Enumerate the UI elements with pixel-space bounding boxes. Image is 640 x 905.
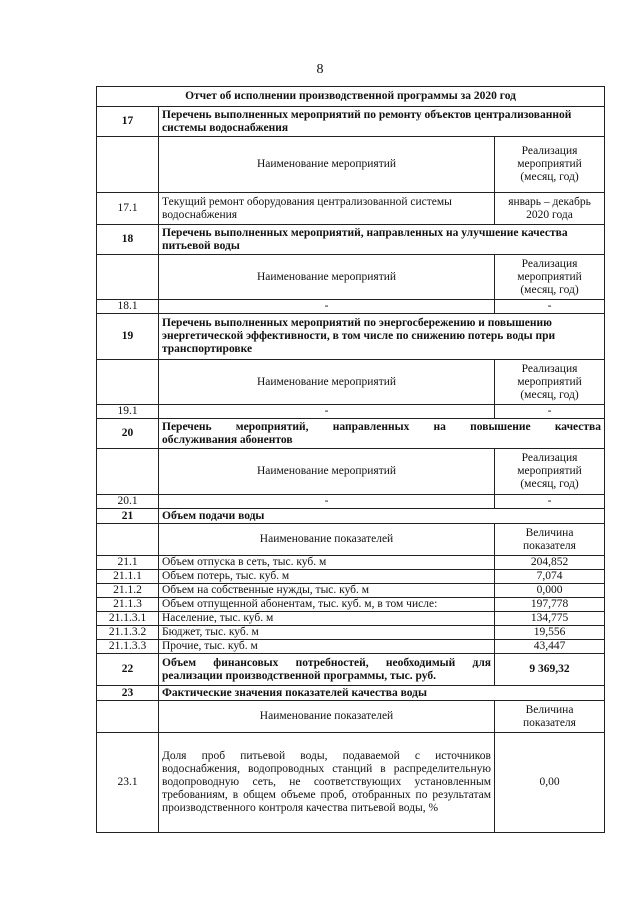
section-19-col2-header: Реализация мероприятий (месяц, год) [495, 360, 605, 405]
table-row [97, 570, 605, 584]
section-21-column-headers [97, 524, 605, 556]
section-21-title: Объем подачи воды [159, 509, 605, 524]
row-number: 23.1 [97, 733, 159, 833]
row-value: - [495, 495, 605, 509]
row-name: Бюджет, тыс. куб. м [159, 626, 495, 640]
section-19-column-headers [97, 360, 605, 405]
section-18-number: 18 [97, 225, 159, 255]
row-name: Прочие, тыс. куб. м [159, 640, 495, 654]
section-20-column-headers [97, 449, 605, 495]
row-name: - [159, 495, 495, 509]
section-23-header [97, 686, 605, 701]
section-20-number: 20 [97, 419, 159, 449]
row-name: Население, тыс. куб. м [159, 612, 495, 626]
empty-cell [97, 449, 159, 495]
section-22-row [97, 654, 605, 686]
section-18-title: Перечень выполненных мероприятий, направленных на улучшение качества питьевой воды [159, 225, 605, 255]
table-row [97, 640, 605, 654]
section-21-col2-header: Величина показателя [495, 524, 605, 556]
section-22-value: 9 369,32 [495, 654, 605, 686]
row-number: 21.1.3.1 [97, 612, 159, 626]
section-23-col2-header: Величина показателя [495, 701, 605, 733]
section-18-col2-header: Реализация мероприятий (месяц, год) [495, 255, 605, 300]
empty-cell [97, 524, 159, 556]
section-20-col2-header: Реализация мероприятий (месяц, год) [495, 449, 605, 495]
row-value: 0,00 [495, 733, 605, 833]
table-row [97, 405, 605, 419]
row-number: 17.1 [97, 193, 159, 225]
row-number: 21.1.3.3 [97, 640, 159, 654]
table-row [97, 495, 605, 509]
row-value: 204,852 [495, 556, 605, 570]
table-row [97, 626, 605, 640]
table-row [97, 556, 605, 570]
row-number: 21.1.3 [97, 598, 159, 612]
section-17-header [97, 107, 605, 137]
row-name: - [159, 300, 495, 314]
table-row [97, 584, 605, 598]
section-20-title [159, 419, 605, 449]
row-value: 134,775 [495, 612, 605, 626]
report-table [96, 86, 605, 833]
report-title-row [97, 87, 605, 107]
section-17-title: Перечень выполненных мероприятий по ремонту объектов централизованной системы водоснабжения [159, 107, 605, 137]
table-row [97, 193, 605, 225]
row-name: Текущий ремонт оборудования централизованной системы водоснабжения [159, 193, 495, 225]
row-number: 18.1 [97, 300, 159, 314]
row-number: 20.1 [97, 495, 159, 509]
row-name: Доля проб питьевой воды, подаваемой с источников водоснабжения, водопроводных станций в распределительную водопроводную сеть, не соответствующих установленным требованиям, в общем объеме проб, отобранных по результатам производственного контроля качества питьевой воды, % [159, 733, 495, 833]
section-18-header [97, 225, 605, 255]
section-23-title: Фактические значения показателей качества воды [159, 686, 605, 701]
section-21-col1-header: Наименование показателей [159, 524, 495, 556]
table-row [97, 733, 605, 833]
section-18-col1-header: Наименование мероприятий [159, 255, 495, 300]
section-21-number: 21 [97, 509, 159, 524]
row-value: январь – декабрь 2020 года [495, 193, 605, 225]
section-23-col1-header: Наименование показателей [159, 701, 495, 733]
section-22-number: 22 [97, 654, 159, 686]
section-18-column-headers [97, 255, 605, 300]
row-number: 21.1.2 [97, 584, 159, 598]
section-19-header [97, 314, 605, 360]
section-20-title-line2: обслуживания абонентов [162, 433, 293, 446]
section-21-header [97, 509, 605, 524]
row-name: Объем отпуска в сеть, тыс. куб. м [159, 556, 495, 570]
row-value: 7,074 [495, 570, 605, 584]
row-value: - [495, 300, 605, 314]
table-row [97, 612, 605, 626]
row-value: 0,000 [495, 584, 605, 598]
section-19-title: Перечень выполненных мероприятий по энергосбережению и повышению энергетической эффективности, в том числе по снижению потерь воды при транспортировке [159, 314, 605, 360]
row-number: 21.1.3.2 [97, 626, 159, 640]
empty-cell [97, 360, 159, 405]
section-19-number: 19 [97, 314, 159, 360]
row-name: - [159, 405, 495, 419]
section-17-col1-header: Наименование мероприятий [159, 137, 495, 193]
section-20-header [97, 419, 605, 449]
section-19-col1-header: Наименование мероприятий [159, 360, 495, 405]
section-23-column-headers [97, 701, 605, 733]
row-number: 21.1 [97, 556, 159, 570]
empty-cell [97, 701, 159, 733]
row-value: 43,447 [495, 640, 605, 654]
section-23-number: 23 [97, 686, 159, 701]
row-number: 21.1.1 [97, 570, 159, 584]
report-title: Отчет об исполнении производственной программы за 2020 год [97, 87, 605, 107]
empty-cell [97, 137, 159, 193]
section-17-col2-header: Реализация мероприятий (месяц, год) [495, 137, 605, 193]
section-17-column-headers [97, 137, 605, 193]
row-name: Объем на собственные нужды, тыс. куб. м [159, 584, 495, 598]
row-value: 19,556 [495, 626, 605, 640]
section-20-col1-header: Наименование мероприятий [159, 449, 495, 495]
page-number: 8 [316, 62, 324, 77]
table-row [97, 300, 605, 314]
row-name: Объем потерь, тыс. куб. м [159, 570, 495, 584]
row-value: - [495, 405, 605, 419]
table-row [97, 598, 605, 612]
section-20-title-line1: Перечень мероприятий, направленных на повышение качества [162, 420, 602, 433]
section-17-number: 17 [97, 107, 159, 137]
row-value: 197,778 [495, 598, 605, 612]
row-number: 19.1 [97, 405, 159, 419]
row-name: Объем отпущенной абонентам, тыс. куб. м, в том числе: [159, 598, 495, 612]
empty-cell [97, 255, 159, 300]
section-22-title: Объем финансовых потребностей, необходимый для реализации производственной программы, тыс. руб. [159, 654, 495, 686]
